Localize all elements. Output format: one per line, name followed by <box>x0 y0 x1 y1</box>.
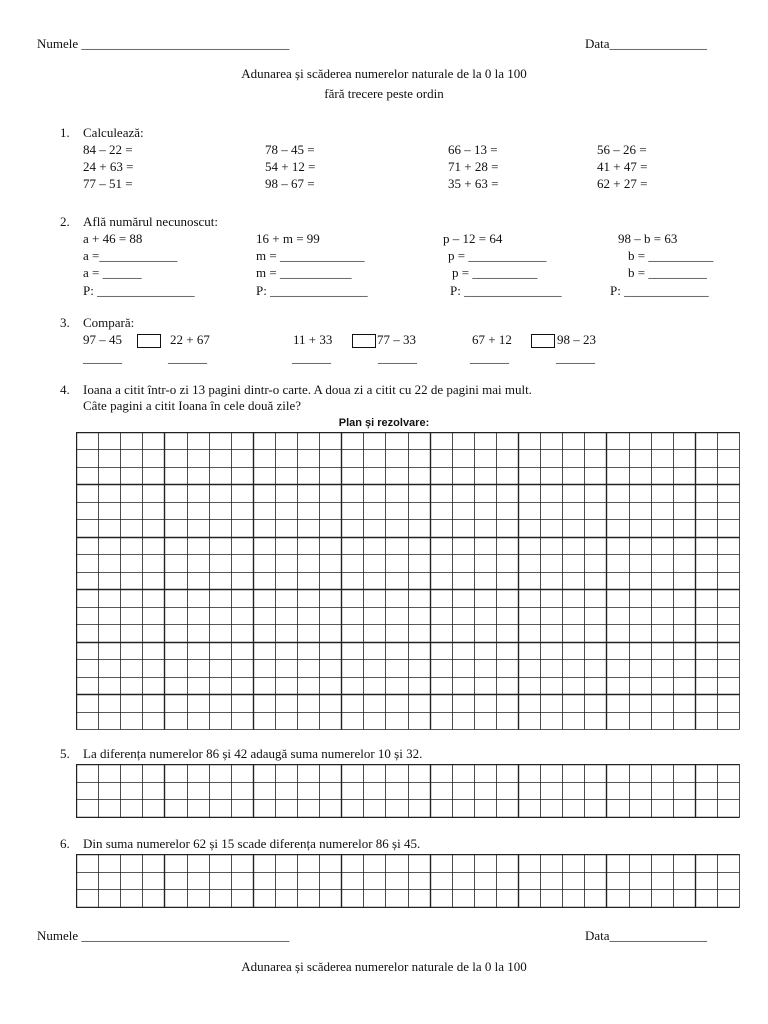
ex2-answer-line[interactable]: b = _________ <box>628 265 707 280</box>
ex1-item: 77 – 51 = <box>83 176 133 191</box>
compare-box[interactable] <box>531 334 555 348</box>
solution-grid[interactable] <box>76 432 740 730</box>
date-field-label[interactable]: Data_______________ <box>585 36 708 51</box>
ex2-answer-line[interactable]: a =____________ <box>83 248 178 263</box>
ex3-right-expr: 98 – 23 <box>557 332 596 347</box>
ex3-blank[interactable]: ______ <box>168 350 207 365</box>
ex3-blank[interactable]: ______ <box>378 350 417 365</box>
ex5-problem: La diferența numerelor 86 și 42 adaugă suma numerelor 10 și 32. <box>83 746 423 761</box>
ex2-equation: p – 12 = 64 <box>443 231 503 246</box>
grid-title: Plan și rezolvare: <box>338 417 430 429</box>
solution-grid[interactable] <box>76 764 740 818</box>
ex1-item: 78 – 45 = <box>265 142 315 157</box>
footer-title: Adunarea și scăderea numerelor naturale de la 0 la 100 <box>241 959 527 974</box>
name-field-label[interactable]: Numele ________________________________ <box>37 928 290 943</box>
ex2-answer-line[interactable]: m = ___________ <box>256 265 352 280</box>
ex1-item: 24 + 63 = <box>83 159 134 174</box>
ex2-answer-line[interactable]: a = ______ <box>83 265 142 280</box>
ex4-problem-line1: Ioana a citit într-o zi 13 pagini dintr-o carte. A doua zi a citit cu 22 de pagini mai mult. <box>83 382 532 397</box>
ex2-check-line[interactable]: P: _______________ <box>256 283 368 298</box>
ex1-item: 41 + 47 = <box>597 159 648 174</box>
ex2-number: 2. <box>60 214 70 229</box>
ex6-number: 6. <box>60 836 70 851</box>
ex3-blank[interactable]: ______ <box>470 350 509 365</box>
ex1-item: 62 + 27 = <box>597 176 648 191</box>
ex1-heading: Calculează: <box>83 125 144 140</box>
ex3-right-expr: 77 – 33 <box>377 332 416 347</box>
ex2-heading: Află numărul necunoscut: <box>83 214 219 229</box>
ex6-problem: Din suma numerelor 62 și 15 scade diferența numerelor 86 și 45. <box>83 836 421 851</box>
ex1-item: 35 + 63 = <box>448 176 499 191</box>
date-field-label[interactable]: Data_______________ <box>585 928 708 943</box>
ex2-equation: a + 46 = 88 <box>83 231 143 246</box>
ex3-left-expr: 97 – 45 <box>83 332 122 347</box>
ex1-item: 66 – 13 = <box>448 142 498 157</box>
ex4-number: 4. <box>60 382 70 397</box>
ex3-blank[interactable]: ______ <box>83 350 122 365</box>
page-subtitle: fără trecere peste ordin <box>324 86 444 101</box>
ex1-item: 56 – 26 = <box>597 142 647 157</box>
ex1-item: 98 – 67 = <box>265 176 315 191</box>
solution-grid[interactable] <box>76 854 740 908</box>
ex3-left-expr: 67 + 12 <box>472 332 512 347</box>
ex2-answer-line[interactable]: m = _____________ <box>256 248 365 263</box>
ex2-check-line[interactable]: P: _______________ <box>83 283 195 298</box>
ex2-answer-line[interactable]: p = __________ <box>452 265 538 280</box>
ex2-equation: 16 + m = 99 <box>256 231 320 246</box>
ex3-right-expr: 22 + 67 <box>170 332 210 347</box>
ex2-answer-line[interactable]: b = __________ <box>628 248 714 263</box>
ex4-problem-line2: Câte pagini a citit Ioana în cele două zile? <box>83 398 302 413</box>
ex1-item: 84 – 22 = <box>83 142 133 157</box>
ex3-blank[interactable]: ______ <box>292 350 331 365</box>
ex2-answer-line[interactable]: p = ____________ <box>448 248 547 263</box>
ex5-number: 5. <box>60 746 70 761</box>
ex3-heading: Compară: <box>83 315 135 330</box>
ex2-equation: 98 – b = 63 <box>618 231 678 246</box>
ex2-check-line[interactable]: P: _____________ <box>610 283 709 298</box>
compare-box[interactable] <box>137 334 161 348</box>
ex1-item: 71 + 28 = <box>448 159 499 174</box>
ex3-number: 3. <box>60 315 70 330</box>
compare-box[interactable] <box>352 334 376 348</box>
ex3-blank[interactable]: ______ <box>556 350 595 365</box>
page-title: Adunarea și scăderea numerelor naturale de la 0 la 100 <box>241 66 527 81</box>
ex1-number: 1. <box>60 125 70 140</box>
ex3-left-expr: 11 + 33 <box>293 332 333 347</box>
ex2-check-line[interactable]: P: _______________ <box>450 283 562 298</box>
name-field-label[interactable]: Numele ________________________________ <box>37 36 290 51</box>
ex1-item: 54 + 12 = <box>265 159 316 174</box>
